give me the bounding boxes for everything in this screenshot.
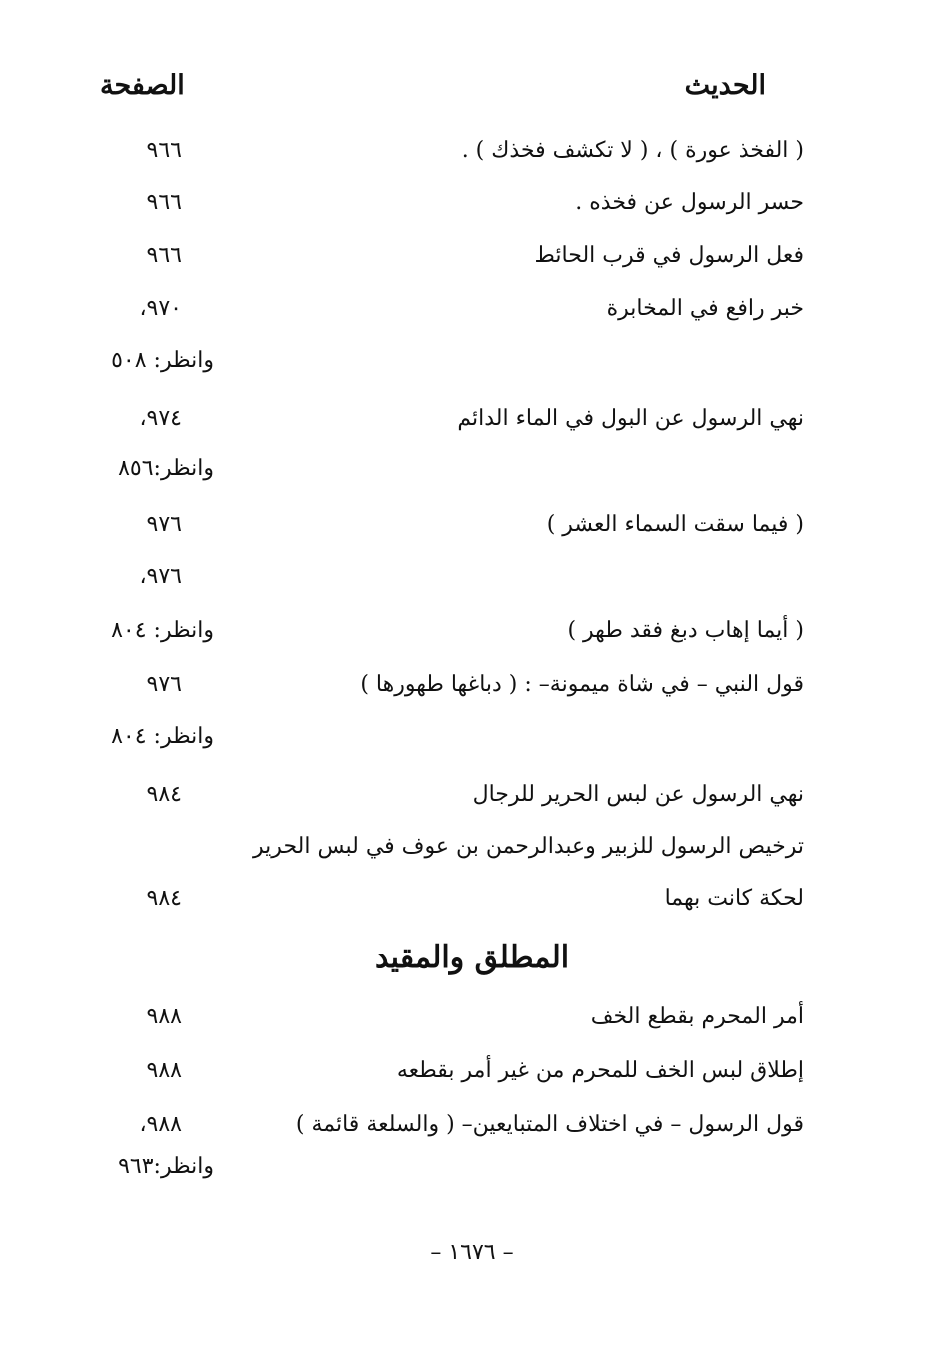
page-number: – ١٦٧٦ – [430,1240,514,1265]
index-row [0,564,944,604]
index-row [0,243,944,283]
page-ref: ٩٧٠، [139,296,182,321]
page-ref: وانظر:٨٥٦ [118,456,214,481]
page-ref: ٩٧٦ [146,512,182,537]
hadith-text: حسر الرسول عن فخذه . [575,190,804,215]
index-row [0,618,944,658]
page-ref: ٩٨٨ [146,1058,182,1083]
hadith-text: فعل الرسول في قرب الحائط [534,243,804,268]
index-row [0,1154,944,1194]
index-row [0,724,944,764]
page-ref: ٩٧٤، [139,406,182,431]
hadith-text: ( فيما سقت السماء العشر ) [546,512,804,537]
hadith-text: خبر رافع في المخابرة [606,296,804,321]
index-row [0,138,944,178]
hadith-text: قول النبي – في شاة ميمونة– : ( دباغها طهورها ) [360,672,804,697]
index-row [0,1112,944,1152]
page-ref: ٩٨٨، [139,1112,182,1137]
index-row [0,1004,944,1044]
index-row [0,834,944,874]
column-header-page: الصفحة [100,70,185,101]
hadith-text: ( الفخذ عورة ) ، ( لا تكشف فخذك ) . [461,138,804,163]
hadith-text: لحكة كانت بهما [664,886,804,911]
hadith-text: إطلاق لبس الخف للمحرم من غير أمر بقطعه [396,1058,804,1083]
page-ref: وانظر:٩٦٣ [118,1154,214,1179]
page-ref: وانظر: ٨٠٤ [111,618,214,643]
index-row [0,456,944,496]
hadith-text: أمر المحرم بقطع الخف [590,1004,804,1029]
index-row [0,1058,944,1098]
index-row [0,348,944,388]
page-ref: وانظر: ٥٠٨ [111,348,214,373]
page-ref: ٩٨٤ [146,782,182,807]
hadith-text: ترخيص الرسول للزبير وعبدالرحمن بن عوف في لبس الحرير [253,834,804,859]
page-ref: ٩٨٤ [146,886,182,911]
section-title: المطلق والمقيد [374,940,570,975]
page-ref: ٩٨٨ [146,1004,182,1029]
index-row [0,512,944,552]
index-row [0,782,944,822]
column-header-hadith: الحديث [684,70,766,101]
hadith-text: نهي الرسول عن البول في الماء الدائم [457,406,804,431]
page-ref: ٩٦٦ [146,190,182,215]
index-row [0,406,944,446]
page-ref: ٩٧٦، [139,564,182,589]
page-ref: وانظر: ٨٠٤ [111,724,214,749]
page-ref: ٩٦٦ [146,138,182,163]
page-ref: ٩٦٦ [146,243,182,268]
hadith-text: نهي الرسول عن لبس الحرير للرجال [472,782,804,807]
index-row [0,190,944,230]
hadith-text: قول الرسول – في اختلاف المتبايعين– ( والسلعة قائمة ) [295,1112,804,1137]
page-ref: ٩٧٦ [146,672,182,697]
index-row [0,672,944,712]
index-row [0,296,944,336]
index-row [0,886,944,926]
hadith-text: ( أيما إهاب دبغ فقد طهر ) [567,618,804,643]
